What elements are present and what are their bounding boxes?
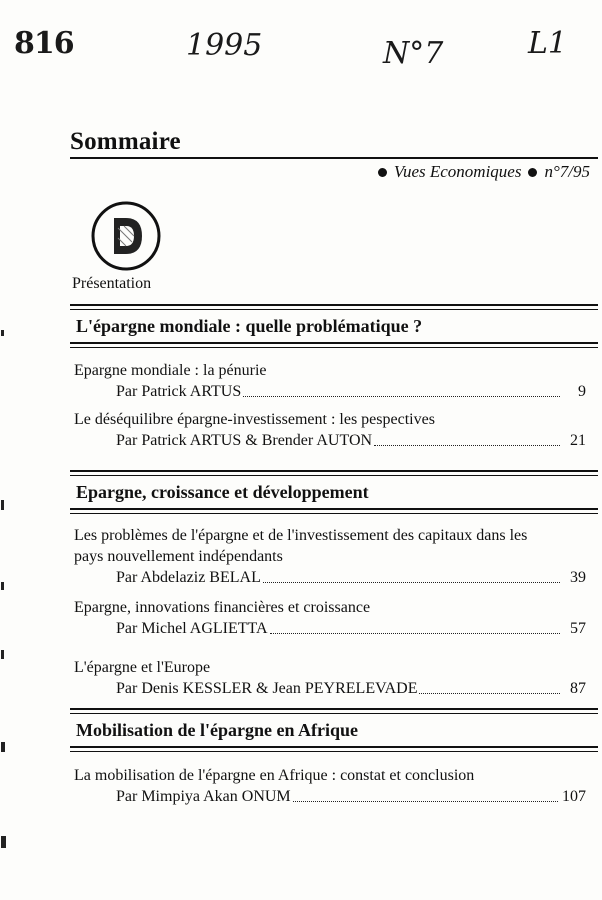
publisher-logo-icon <box>88 198 164 274</box>
section-rule <box>70 342 598 344</box>
dot-leader <box>293 800 558 802</box>
scan-speck <box>1 582 4 590</box>
issue-number: n°7/95 <box>544 162 590 181</box>
dot-leader <box>243 395 560 397</box>
section-rule <box>70 508 598 510</box>
scan-speck <box>1 742 5 752</box>
toc-entry <box>74 525 586 588</box>
toc-entry <box>74 409 586 451</box>
entry-page: 107 <box>562 788 586 805</box>
entry-author: Par Patrick ARTUS & Brender AUTON <box>116 432 373 449</box>
section-rule <box>70 708 598 710</box>
section-title: L'épargne mondiale : quelle problématique ? <box>76 316 423 336</box>
bullet-icon <box>378 168 387 177</box>
entry-author: Par Patrick ARTUS <box>116 383 242 400</box>
bullet-icon <box>528 168 537 177</box>
entry-title: La mobilisation de l'épargne en Afrique : constat et conclusion <box>74 767 475 784</box>
entry-title: Epargne, innovations financières et croissance <box>74 599 371 616</box>
handwritten-note-number: N°7 <box>383 36 444 71</box>
scan-speck <box>1 650 4 659</box>
section-rule <box>70 347 598 348</box>
handwritten-note-1: 816 <box>14 26 74 61</box>
entry-title: Les problèmes de l'épargne et de l'investissement des capitaux dans les pays nouvellement indépendants <box>74 527 528 565</box>
entry-author: Par Denis KESSLER & Jean PEYRELEVADE <box>116 680 418 697</box>
entry-author: Par Michel AGLIETTA <box>116 620 268 637</box>
section-rule <box>70 513 598 514</box>
toc-entry <box>74 597 586 639</box>
entry-author: Par Abdelaziz BELAL <box>116 569 261 586</box>
presentation-label: Présentation <box>72 275 152 292</box>
entry-page: 39 <box>570 569 586 586</box>
entry-title: L'épargne et l'Europe <box>74 659 211 676</box>
section-title: Epargne, croissance et développement <box>76 482 369 502</box>
section-rule <box>70 713 598 714</box>
handwritten-note-code: L1 <box>528 26 568 61</box>
entry-page: 57 <box>570 620 586 637</box>
scan-speck <box>1 330 4 336</box>
section-rule <box>70 304 598 306</box>
journal-line <box>378 162 590 182</box>
section-rule <box>70 470 598 472</box>
entry-page: 9 <box>578 383 586 400</box>
section-rule <box>70 309 598 310</box>
journal-name: Vues Economiques <box>393 162 522 181</box>
entry-title: Le déséquilibre épargne-investissement : les pespectives <box>74 411 435 428</box>
entry-author: Par Mimpiya Akan ONUM <box>116 788 291 805</box>
dot-leader <box>263 581 560 583</box>
entry-title: Epargne mondiale : la pénurie <box>74 362 267 379</box>
toc-entry <box>74 765 586 807</box>
scan-speck <box>1 500 4 510</box>
section-rule <box>70 475 598 476</box>
section-rule <box>70 751 598 752</box>
entry-page: 87 <box>570 680 586 697</box>
title-rule <box>70 157 598 159</box>
handwritten-note-year: 1995 <box>186 28 263 63</box>
toc-entry <box>74 360 586 402</box>
dot-leader <box>374 444 560 446</box>
toc-entry <box>74 657 586 699</box>
dot-leader <box>419 692 560 694</box>
section-rule <box>70 746 598 748</box>
section-title: Mobilisation de l'épargne en Afrique <box>76 720 359 740</box>
page-title: Sommaire <box>70 128 181 155</box>
scan-speck <box>1 836 6 848</box>
dot-leader <box>270 632 560 634</box>
entry-page: 21 <box>570 432 586 449</box>
